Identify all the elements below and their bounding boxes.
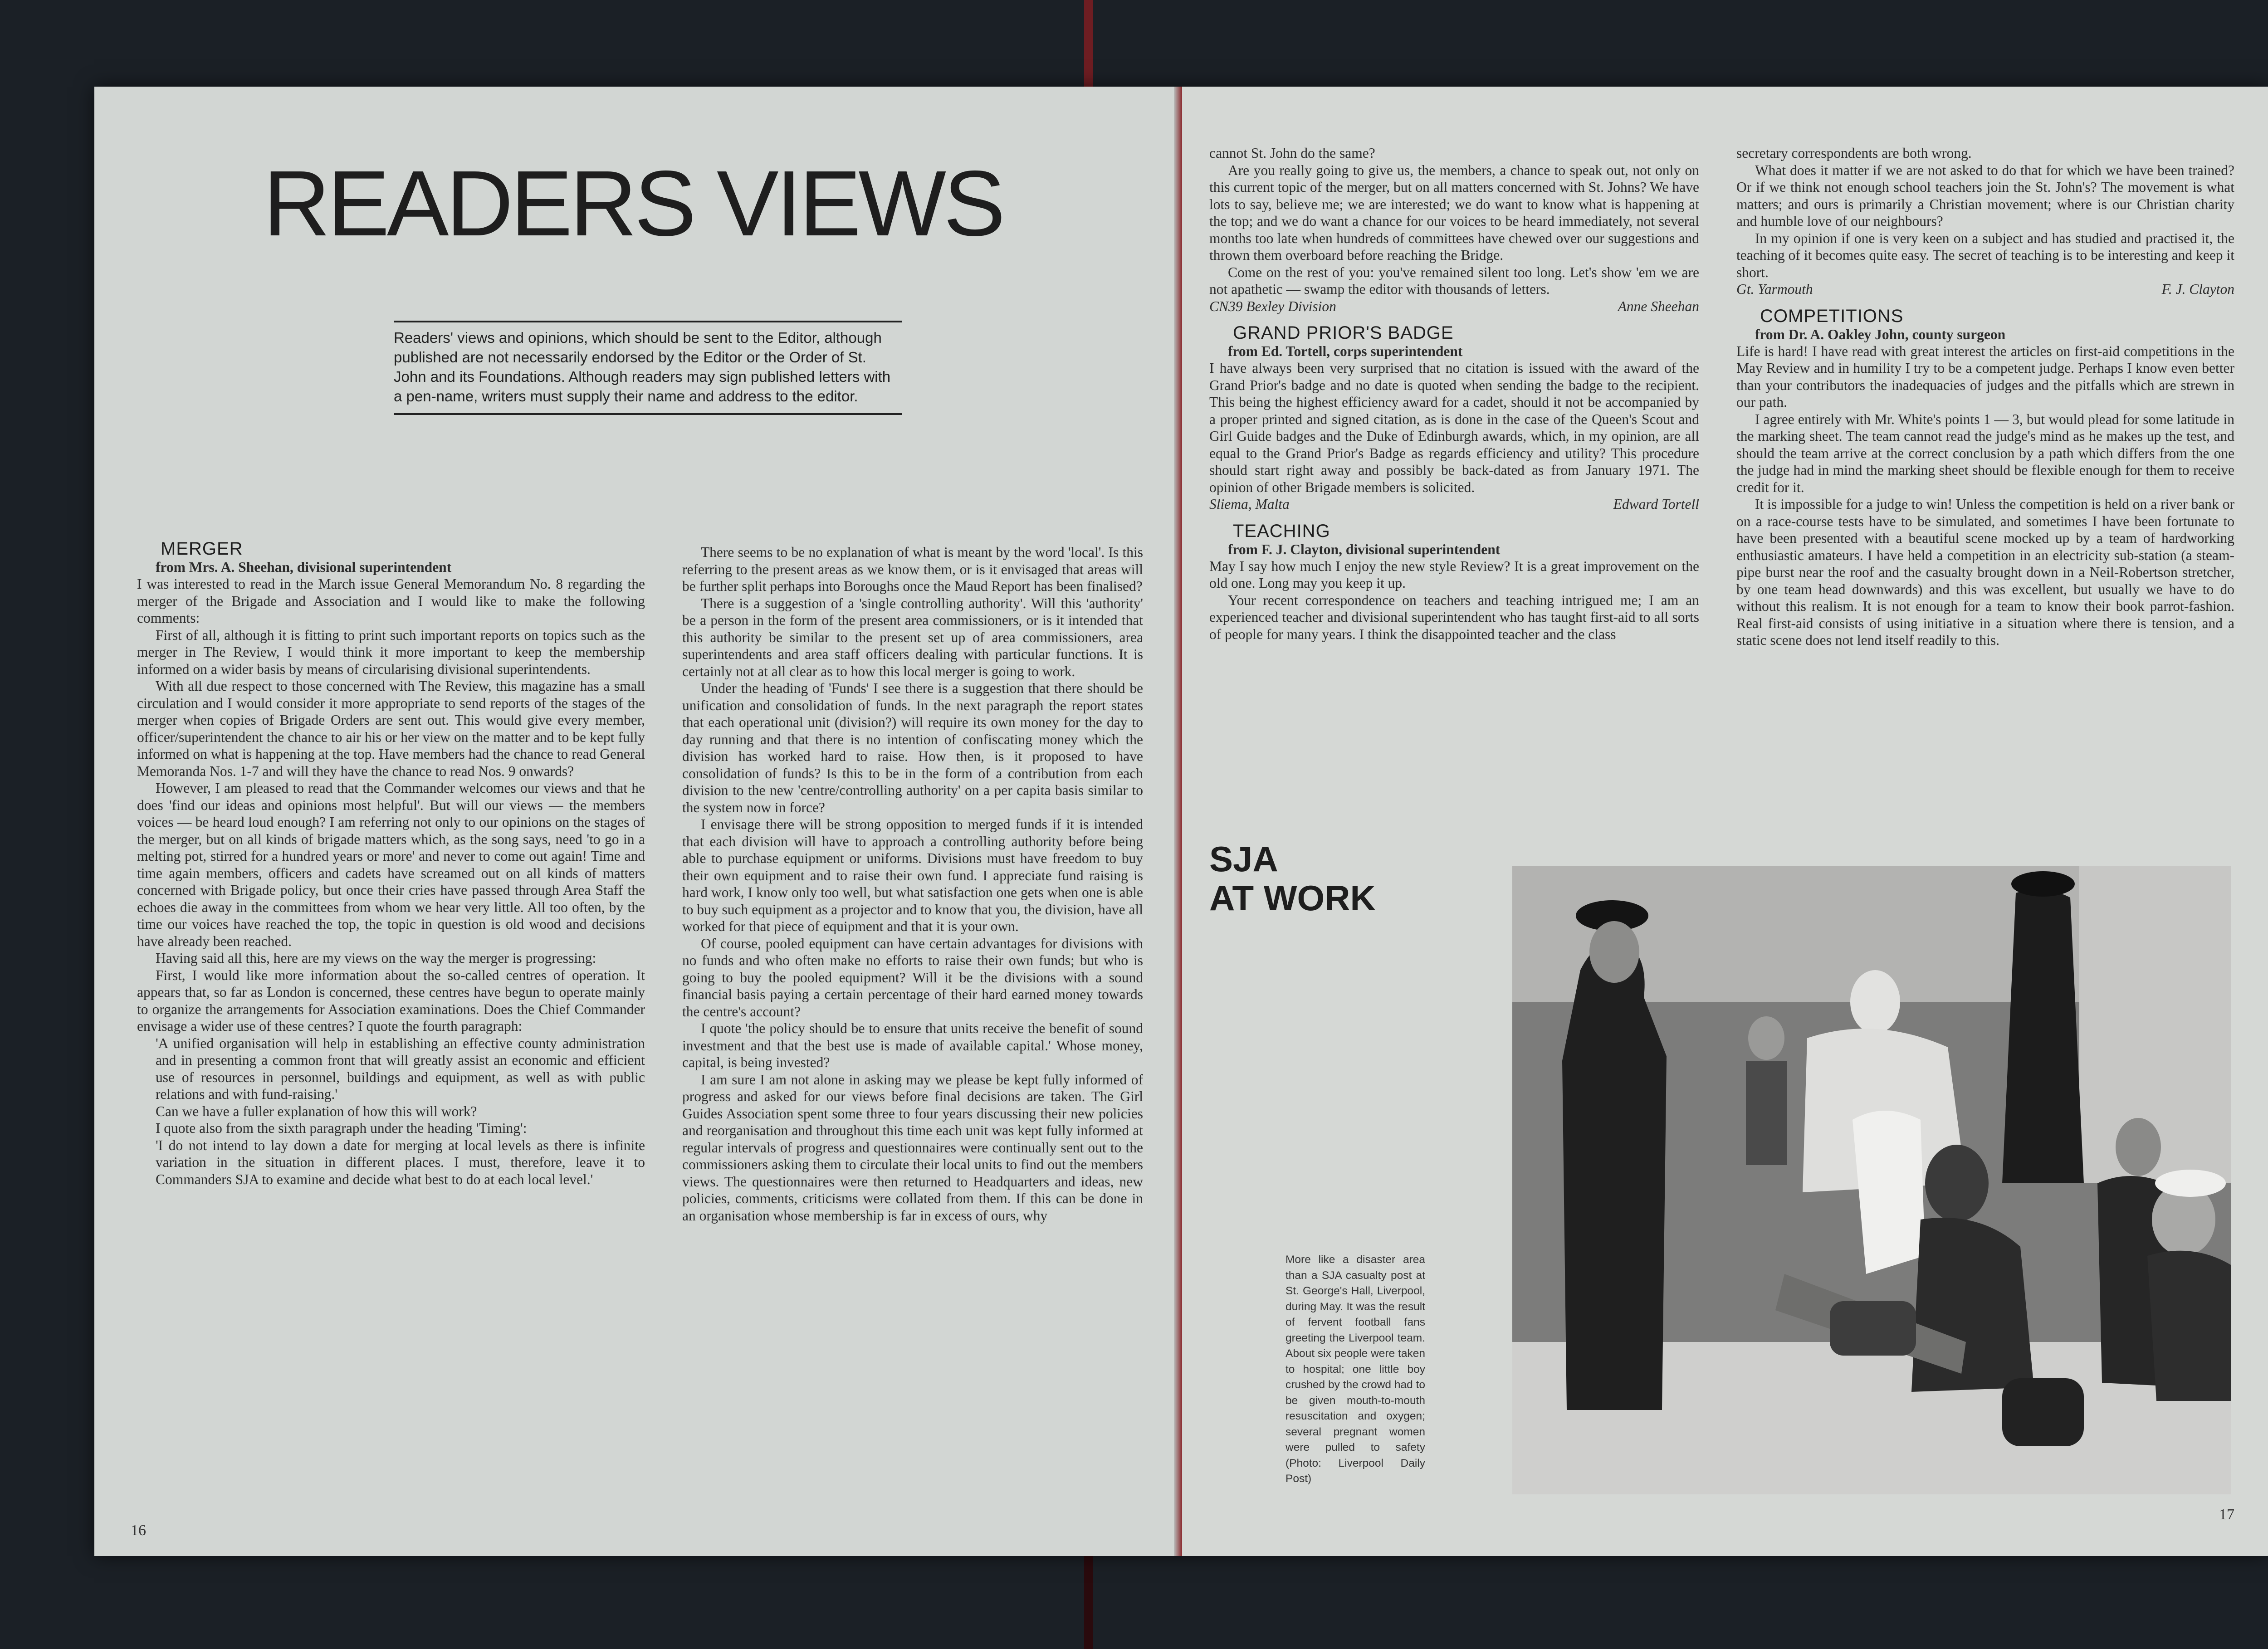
casualty-post-photo bbox=[1512, 866, 2231, 1494]
sja-title-line-2: AT WORK bbox=[1209, 878, 1376, 918]
paragraph: In my opinion if one is very keen on a subject and has studied and practised it, the teaching of it becomes quite easy. The secret of teaching is to be interesting and keep it short. bbox=[1736, 230, 2234, 280]
paragraph: secretary correspondents are both wrong. bbox=[1736, 145, 1972, 161]
paragraph: First, I would like more information about the so-called centres of operation. It appears that, so far as London is concerned, these centres have begun to operate mainly to organize the arrangements for Association examinations. Does the Chief Commander envisage a wider use of these centres? I quote the fourth paragraph: bbox=[137, 967, 645, 1034]
paragraph: I envisage there will be strong opposition to merged funds if it is intended that each division will have to approach a controlling authority before being able to purchase equipment or uniforms. Divisions must have freedom to buy their own equipment and to raise their own fund. I appreciate fund raising is hard work, I know only too well, but what satisfaction one gets when one is able to buy such equipment as a projector and to know that you, the division, have all worked for that piece of equipment and that it is your own. bbox=[682, 816, 1143, 934]
binding-top bbox=[1084, 0, 1093, 87]
paragraph: Are you really going to give us, the members, a chance to speak out, not only on this current topic of the merger, but on all matters concerned with St. Johns? We have lots to say, believe me; we are interested; we do want to know what is happening at the top; and we do want a chance for our voices to be heard immediately, not several months too late when hundreds of committees have chewed over our suggestions and thrown them overboard before reaching the Bridge. bbox=[1209, 162, 1699, 263]
paragraph: Your recent correspondence on teachers and teaching intrigued me; I am an experienced teacher and divisional superintendent who has taught first-aid to all sorts of people for many years. I think the disappointed teacher and the class bbox=[1209, 592, 1699, 642]
magazine-spread bbox=[94, 87, 2268, 1556]
binding-bottom bbox=[1084, 1556, 1093, 1649]
page-number-left: 16 bbox=[131, 1522, 146, 1539]
signature-place: Sliema, Malta bbox=[1209, 496, 1290, 512]
merger-signature bbox=[1209, 298, 1699, 315]
paragraph: There seems to be no explanation of what is meant by the word 'local'. Is this referring to the present areas as we know them, or is it envisaged that areas will be further split perhaps into Boroughs once the Maud Report has been finalised? bbox=[682, 544, 1143, 594]
paragraph: I am sure I am not alone in asking may we please be kept fully informed of progress and asked for our views before final decisions are taken. The Girl Guides Association spent some three to four years discussing their new policies and reorganisation and throughout this time each unit was kept fully informed at regular intervals of progress and questionnaires were continually sent out to the commissioners asking them to circulate their local units to find out the members views. The questionnaires were then returned to Headquarters and ideas, new policies, comments, criticisms were collated from them. If this can be done in an organisation whose membership is far in excess of ours, why bbox=[682, 1071, 1143, 1224]
competitions-heading: COMPETITIONS bbox=[1760, 306, 1904, 326]
page-left bbox=[94, 87, 1181, 1556]
merger-column-2 bbox=[682, 544, 1143, 1224]
paragraph: Having said all this, here are my views on the way the merger is progressing: bbox=[155, 950, 596, 966]
teaching-byline: from F. J. Clayton, divisional superintendent bbox=[1227, 541, 1501, 557]
intro-box: Readers' views and opinions, which should be sent to the Editor, although published are not necessarily endorsed by the Editor or the Order of St. John and its Foundations. Although readers may sign published letters with a pen-name, writers must supply their name and address to the editor. bbox=[394, 321, 902, 415]
sja-title bbox=[1209, 839, 1376, 917]
signature-place: CN39 Bexley Division bbox=[1209, 298, 1336, 314]
paragraph: I quote 'the policy should be to ensure that units receive the benefit of sound investment and that the best use is made of available capital.' Whose money, capital, is being invested? bbox=[682, 1020, 1143, 1070]
paragraph: May I say how much I enjoy the new style Review? It is a great improvement on the old one. Long may you keep it up. bbox=[1209, 558, 1699, 591]
signature-name: F. J. Clayton bbox=[2161, 281, 2234, 297]
column-4 bbox=[1736, 145, 2234, 649]
paragraph: I quote also from the sixth paragraph under the heading 'Timing': bbox=[155, 1120, 527, 1136]
signature-name: Anne Sheehan bbox=[1618, 298, 1699, 314]
teaching-heading: TEACHING bbox=[1233, 521, 1330, 541]
quotation: 'A unified organisation will help in establishing an effective county administration and in presenting a common front that will greatly assist an economic and efficient use of resources in personnel, buildings and equipment, as well as with public relations and with fund-raising.' bbox=[155, 1035, 645, 1102]
paragraph: With all due respect to those concerned with The Review, this magazine has a small circulation and I would consider it more appropriate to send reports of the stages of the merger when copies of Brigade Orders are sent out. This would give every member, officer/superintendent the chance to air his or her view on the matter and to be kept fully informed on what is happening at the top. Have members had the chance to read General Memoranda Nos. 1-7 and will they have the chance to read Nos. 9 onwards? bbox=[137, 678, 645, 779]
photo-illustration bbox=[1512, 866, 2231, 1494]
paragraph: First of all, although it is fitting to print such important reports on topics such as the merger in The Review, I would think it more important to keep the membership informed on a wider basis by means of circularising divisional superintendents. bbox=[137, 627, 645, 677]
paragraph: I have always been very surprised that no citation is issued with the award of the Grand Prior's badge and no date is quoted when sending the badge to the recipient. This being the highest efficiency award for a cadet, should it not be accompanied by a proper printed and signed citation, as is done in the case of the Queen's Scout and Girl Guide badges and the Duke of Edinburgh awards, which, in my opinion, are all equal to the Grand Prior's Badge as regards efficiency and utility? This procedure should start right away and possibly be back-dated as from January 1971. The opinion of other Brigade members is solicited. bbox=[1209, 360, 1699, 495]
paragraph: It is impossible for a judge to win! Unless the competition is held on a river bank or on a race-course tests have to be simulated, and sometimes I have been fortunate to have been presented with a beautiful scene mocked up by a team of hardworking enthusiastic amateurs. I have held a competition in an electricity sub-station (a steam-pipe burst near the roof and the casualty brought down in a Neil-Robertson stretcher, by one team head downwards) and this was excellent, but usually we have to do without this realism. It is not enough for a team to know their book parrot-fashion. Real first-aid consists of using initiative in a situation where there is tension, and a static scene does not lend itself readily to this. bbox=[1736, 496, 2234, 648]
paragraph: However, I am pleased to read that the Commander welcomes our views and that he does 'find our ideas and opinions most helpful'. But will our views — the members voices — be heard loud enough? I am referring not only to our opinions on the stages of the merger, but on all kinds of brigade matters which, as the song says, need 'to go in a melting pot, stirred for a hundred years or more' and never to come out again! Time and time again members, officers and cadets have screamed out on all kinds of matters concerned with Brigade policy, but once their cries have passed through Area Staff the echoes die away in the committees from whom we hear very little. All too often, by the time our voices have reached the top, the topic in question is old wood and decisions have already been reached. bbox=[137, 780, 645, 949]
paragraph: I agree entirely with Mr. White's points 1 — 3, but would plead for some latitude in the marking sheet. The team cannot read the judge's mind as he makes up the test, and should the team arrive at the correct conclusion by a path which differs from the one the judge had in mind the marking sheet should be flexible enough for them to receive credit for it. bbox=[1736, 411, 2234, 495]
page-headline: READERS VIEWS bbox=[263, 151, 1003, 255]
teaching-signature bbox=[1736, 281, 2234, 298]
photo-caption: More like a disaster area than a SJA casualty post at St. George's Hall, Liverpool, during May. It was the result of fervent football fans greeting the Liverpool team. About six people were taken to hospital; one little boy crushed by the crowd had to be given mouth-to-mouth resuscitation and oxygen; several pregnant women were pulled to safety (Photo: Liverpool Daily Post) bbox=[1286, 1254, 1425, 1485]
paragraph: Life is hard! I have read with great interest the articles on first-aid competitions in the May Review and in humility I try to be a competent judge. Perhaps I know even better than your contributors the inadequacies of judges and the pitfalls which are strewn in our path. bbox=[1736, 343, 2234, 410]
competitions-byline: from Dr. A. Oakley John, county surgeon bbox=[1755, 326, 2006, 342]
paragraph: cannot St. John do the same? bbox=[1209, 145, 1375, 161]
badge-heading: GRAND PRIOR'S BADGE bbox=[1233, 323, 1454, 343]
merger-byline: from Mrs. A. Sheehan, divisional superintendent bbox=[155, 559, 452, 575]
badge-signature bbox=[1209, 496, 1699, 513]
paragraph: Of course, pooled equipment can have certain advantages for divisions with no funds and who often make no efforts to raise their own funds; but who is going to buy the pooled equipment? Will it be the divisions with a sound financial basis paying a certain percentage of their hard earned money towards the centre's account? bbox=[682, 935, 1143, 1020]
paragraph: What does it matter if we are not asked to do that for which we have been trained? Or if we think not enough school teachers join the St. John's? The movement is what matters; and ours is primarily a Christian movement; where is our Christian charity and humble love of our neighbours? bbox=[1736, 162, 2234, 229]
merger-heading: MERGER bbox=[161, 539, 243, 559]
merger-column-1 bbox=[137, 539, 645, 1188]
paragraph: Under the heading of 'Funds' I see there is a suggestion that there should be unification and consolidation of funds. In the next paragraph the report states that each operational unit (division?) will require its own money for the day to day running and that there is no intention of confiscating money which the division has worked hard to raise. How then, is it proposed to have consolidation of funds? Is this to be in the form of a contribution from each division to the new 'centre/controlling authority' on a per capita basis similar to the system now in force? bbox=[682, 680, 1143, 815]
paragraph: There is a suggestion of a 'single controlling authority'. Will this 'authority' be a person in the form of the present area commissioners, or is it intended that this authority be similar to the present set up of area commissioners, area superintendents and area staff officers dealing with particular functions. It is certainly not at all clear as to how this local merger is going to work. bbox=[682, 595, 1143, 679]
quotation: 'I do not intend to lay down a date for merging at local levels as there is infinite variation in the situation in different places. I must, therefore, leave it to Commanders SJA to examine and decide what best to do at each local level.' bbox=[155, 1137, 645, 1187]
paragraph: Come on the rest of you: you've remained silent too long. Let's show 'em we are not apathetic — swamp the editor with thousands of letters. bbox=[1209, 264, 1699, 297]
signature-name: Edward Tortell bbox=[1613, 496, 1699, 512]
column-3 bbox=[1209, 145, 1699, 643]
signature-place: Gt. Yarmouth bbox=[1736, 281, 1813, 297]
page-number-right: 17 bbox=[2219, 1506, 2234, 1523]
paragraph: I was interested to read in the March issue General Memorandum No. 8 regarding the merger of the Brigade and Association and I would like to make the following comments: bbox=[137, 576, 645, 626]
page-right bbox=[1182, 87, 2268, 1556]
sja-title-line-1: SJA bbox=[1209, 839, 1278, 879]
paragraph: Can we have a fuller explanation of how this will work? bbox=[155, 1103, 477, 1119]
badge-byline: from Ed. Tortell, corps superintendent bbox=[1227, 343, 1463, 359]
